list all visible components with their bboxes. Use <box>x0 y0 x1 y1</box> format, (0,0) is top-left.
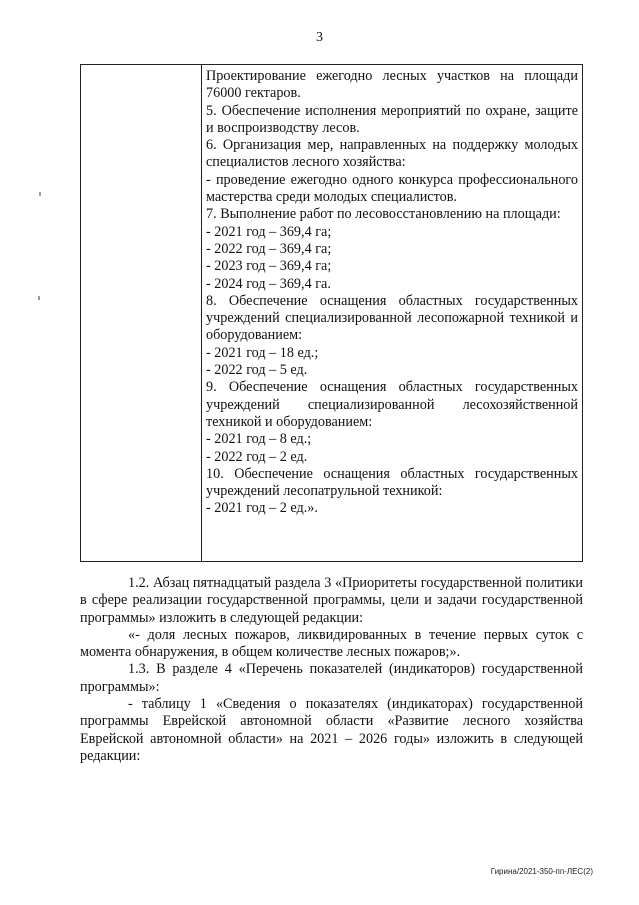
table-paragraph: - проведение ежегодно одного конкурса профессионального мастерства среди молодых специалистов. <box>206 171 578 206</box>
body-paragraph: 1.3. В разделе 4 «Перечень показателей (индикаторов) государственной программы»: <box>80 661 583 695</box>
body-paragraph: 1.2. Абзац пятнадцатый раздела 3 «Приоритеты государственной политики в сфере реализации государственной программы, цели и задачи государственной программы» изложить в следующей редакции: <box>80 575 583 626</box>
table-paragraph: - 2021 год – 18 ед.; <box>206 344 319 361</box>
page-number: 3 <box>316 30 323 45</box>
table-right-column <box>202 65 582 561</box>
table-paragraph: - 2021 год – 8 ед.; <box>206 431 312 448</box>
table-left-column <box>81 65 202 561</box>
table-paragraph: Проектирование ежегодно лесных участков на площади 76000 гектаров. <box>206 68 578 102</box>
body-paragraph: «- доля лесных пожаров, ликвидированных в течение первых суток с момента обнаружения, в общем количестве лесных пожаров;». <box>80 626 583 661</box>
body-paragraph: - таблицу 1 «Сведения о показателях (индикаторах) государственной программы Еврейской автономной области «Развитие лесного хозяйства Еврейской автономной области» на 2021 – 2026 годы» изложить в следующей редакции: <box>80 696 583 764</box>
document-code: Гирина/2021-350-пп-ЛЕС(2) <box>490 867 593 876</box>
table-paragraph: - 2022 год – 369,4 га; <box>206 240 332 257</box>
table-paragraph: 6. Организация мер, направленных на поддержку молодых специалистов лесного хозяйства: <box>206 137 578 171</box>
scan-artifact <box>38 296 40 300</box>
table-paragraph: 9. Обеспечение оснащения областных государственных учреждений специализированной лесохозяйственной техникой и оборудованием: <box>206 379 578 430</box>
amendment-table <box>80 64 583 562</box>
table-paragraph: 8. Обеспечение оснащения областных государственных учреждений специализированной лесопожарной техникой и оборудованием: <box>206 292 578 344</box>
table-paragraph: 10. Обеспечение оснащения областных государственных учреждений лесопатрульной техникой: <box>206 465 578 500</box>
table-paragraph: - 2024 год – 369,4 га. <box>206 275 331 292</box>
document-body <box>80 575 583 765</box>
table-paragraph: 7. Выполнение работ по лесовосстановлению на площади: <box>206 206 561 223</box>
table-paragraph: - 2021 год – 2 ед.». <box>206 500 318 517</box>
table-paragraph: 5. Обеспечение исполнения мероприятий по охране, защите и воспроизводству лесов. <box>206 102 578 136</box>
table-paragraph: - 2021 год – 369,4 га; <box>206 223 332 240</box>
scan-artifact <box>39 192 41 196</box>
table-paragraph: - 2022 год – 5 ед. <box>206 362 308 379</box>
table-paragraph: - 2023 год – 369,4 га; <box>206 258 332 275</box>
table-paragraph: - 2022 год – 2 ед. <box>206 448 308 465</box>
